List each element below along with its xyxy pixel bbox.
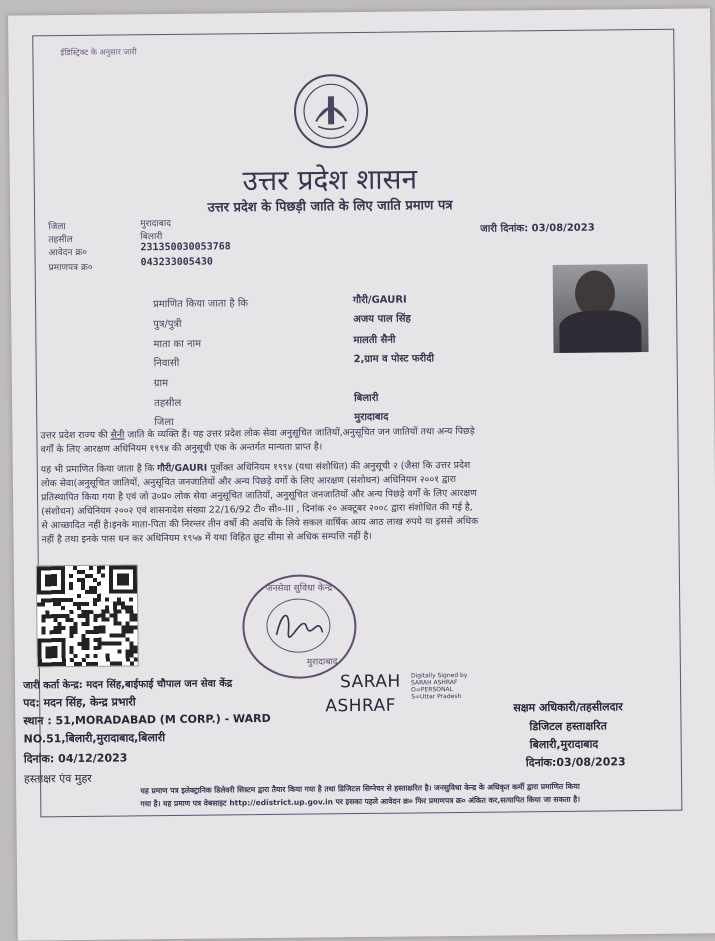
tehsil-label: तहसील: [48, 235, 73, 246]
body-paragraph-1: उत्तर प्रदेश राज्य की सैनी जाति के व्यक्ति हैं। यह उत्तर प्रदेश लोक सेवा अनुसूचित जातियों,अनुसूचित जन जातियों तथा अन्य पिछड़े वर्गों के लिए आरक्षण अधिनियम १९९४ की अनुसूची एक के अन्तर्गत मान्यता प्राप्त है।: [40, 425, 475, 456]
up-emblem-icon: [294, 74, 369, 149]
stamp-city-text: मुरादाबाद: [306, 657, 338, 668]
district-value: मुरादाबाद: [140, 218, 172, 230]
qr-code: [36, 564, 139, 667]
issuing-center: जारी कर्ता केन्द्र: मदन सिंह,बाईफाई चौपाल जन सेवा केंद्र: [22, 678, 233, 692]
application-number: 231350030053768: [140, 241, 231, 254]
handwritten-signature-icon: [272, 604, 326, 645]
certificate-label: प्रमाणपत्र क्र०: [48, 262, 93, 274]
stamp-ring-text: जनसेवा सुविधा केन्द्र: [265, 583, 333, 595]
issuer-place-line2: NO.51,बिलारी,मुरादाबाद,बिलारी: [23, 731, 166, 746]
signer-name-line1: SARAH: [339, 671, 401, 693]
applicant-name: गौरी/GAURI: [352, 294, 407, 307]
signature-seal-label: हस्ताक्षर एंव मुहर: [23, 771, 92, 786]
authority-title: सक्षम अधिकारी/तहसीलदार: [513, 700, 623, 715]
tehsil-value: बिलारी: [140, 232, 163, 243]
father-label: पुत्र/पुत्री: [153, 318, 182, 331]
detail-tehsil-label: तहसील: [154, 397, 182, 410]
footer-note: यह प्रमाण पत्र इलेक्ट्रानिक डिलेवरी सिस्टम द्वारा तैयार किया गया है तथा डिजिटल सिग्नेचर से हस्ताक्षरित है। जनसुविधा केन्द्र के अधिकृत कर्मी द्वारा प्रमाणित किया गया है। यह प्रमाण पत्र वेबसाइट http://edistrict.up.gov.in पर इसका पहले आवेदन क्र० फिर प्रमाणपत्र क्र० अंकित कर,सत्यापित किया जा सकता है।: [140, 781, 581, 809]
issuer-date: दिनांक: 04/12/2023: [23, 751, 128, 766]
detail-tehsil-value: बिलारी: [353, 392, 379, 405]
applicant-photo: [553, 264, 649, 353]
mother-label: माता का नाम: [153, 338, 202, 351]
gov-title: उत्तर प्रदेश शासन: [242, 162, 418, 198]
certificate-page: [8, 8, 715, 940]
district-label: जिला: [48, 222, 66, 233]
issue-date: [480, 220, 594, 235]
issuer-place-line1: स्थान : 51,MORADABAD (M CORP.) - WARD: [23, 711, 271, 728]
certified-label: प्रमाणित किया जाता है कि: [152, 298, 249, 311]
application-label: आवेदन क्र०: [48, 247, 87, 259]
top-note: ईडिस्ट्रिक्ट के अनुसार जारी: [60, 47, 137, 58]
detail-district-value: मुरादाबाद: [354, 411, 389, 424]
authority-date: दिनांक:03/08/2023: [525, 755, 626, 770]
authority-signed: डिजिटल हस्ताक्षरित: [529, 719, 607, 734]
detail-district-label: जिला: [154, 416, 174, 429]
resident-value: 2,ग्राम व पोस्ट फरीदी: [353, 353, 435, 366]
mother-name: मालती सैनी: [353, 334, 396, 347]
signer-name-line2: ASHRAF: [325, 695, 397, 717]
issue-date-label: जारी दिनांक:: [480, 223, 529, 235]
father-name: अजय पाल सिंह: [353, 313, 411, 326]
applicant-name-inline: गौरी/GAURI: [157, 462, 208, 475]
issue-date-value: 03/08/2023: [531, 222, 595, 235]
resident-label: निवासी: [153, 357, 180, 370]
authority-place: बिलारी,मुरादाबाद: [529, 737, 599, 752]
certificate-number: 043233005430: [140, 256, 213, 269]
digital-signature-info: Digitally Signed by SARAH ASHRAF O=PERSONAL S=Uttar Pradesh: [410, 671, 468, 701]
body-paragraph-2: यह भी प्रमाणित किया जाता है कि गौरी/GAURI पूर्वोक्त अधिनियम १९९४ (यथा संशोधित) की अनुसूची २ (जैसा कि उत्तर प्रदेश लोक सेवा(अनुसूचित जातियों, अनुसूचित जनजातियों और अन्य पिछड़े वर्गों के लिए आरक्षण (संशोधन) अधिनियम २००१ द्वारा प्रतिस्थापित किया गया है एवं जो उ०प्र० लोक सेवा अनुसूचित जातियों, अनुसूचित जनजातियों और अन्य पिछड़े वर्गों के लिए आरक्षण (संशोधन) अधिनियम २००२ एवं शासनादेश संख्या 22/16/92 टी० सी०-III , दिनांक २० अक्टूबर २००८ द्वारा संशोधित की गई है, से आच्छादित नहीं है।इनके माता-पिता की निरन्तर तीन वर्षो की अवधि के लिये सकल वार्षिक आय आठ लाख रुपये या इससे अधिक नहीं है तथा इनके पास धन कर अधिनियम १९५७ में यथा विहित छूट सीमा से अधिक सम्पत्ति नहीं है।: [40, 459, 479, 546]
village-label: ग्राम: [153, 378, 169, 390]
caste-name: सैनी: [110, 429, 125, 441]
issuer-post: पद: मदन सिंह, केन्द्र प्रभारी: [23, 695, 136, 710]
certificate-title: उत्तर प्रदेश के पिछड़ी जाति के लिए जाति प्रमाण पत्र: [207, 198, 453, 216]
